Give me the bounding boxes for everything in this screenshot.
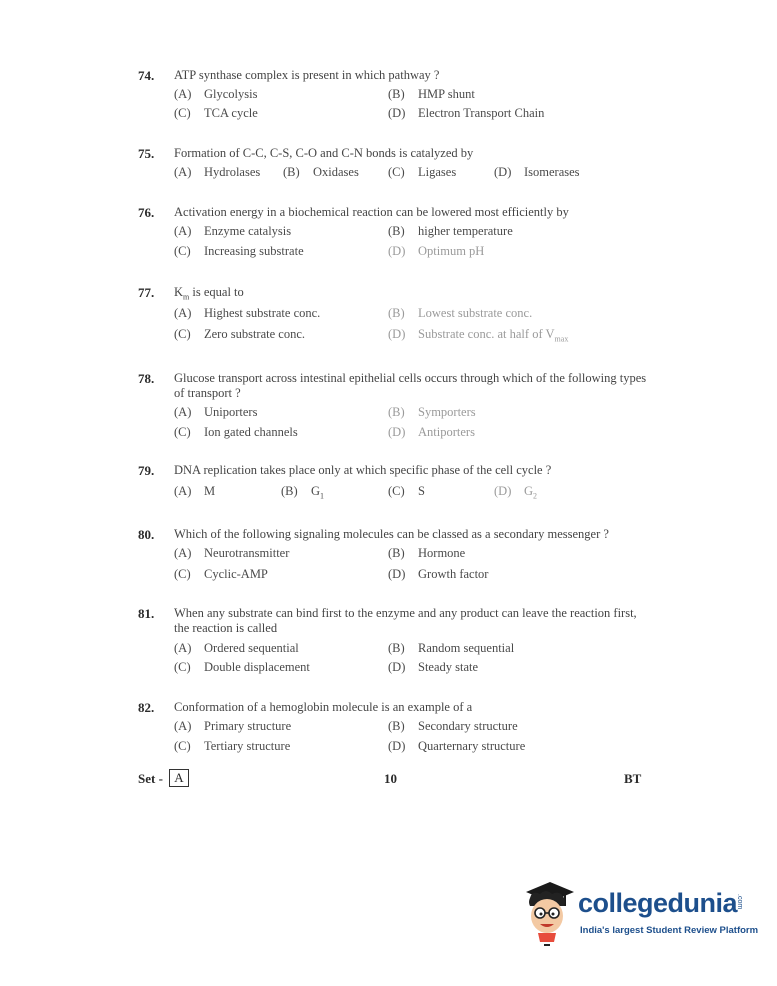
question-text: ATP synthase complex is present in which pathway ?: [174, 68, 440, 82]
option-b: (B) $G_1$: [281, 484, 325, 501]
question-text: Formation of C-C, C-S, C-O and C-N bonds is catalyzed by: [174, 146, 474, 160]
option-b: (B) Secondary structure: [388, 719, 518, 733]
option-a: (A) Ordered sequential: [174, 641, 299, 655]
option-a: (A) Enzyme catalysis: [174, 224, 292, 238]
option-d: (D) $G_2$: [494, 484, 538, 501]
question-text: $K_m$ is equal to: [174, 285, 244, 302]
option-b: (B) HMP shunt: [388, 87, 475, 101]
question-text: Conformation of a hemoglobin molecule is an example of a: [174, 700, 473, 714]
question-number: 77.: [138, 285, 155, 300]
question-number: 76.: [138, 205, 155, 220]
option-a: (A) Uniporters: [174, 405, 258, 419]
question-number: 80.: [138, 527, 155, 542]
option-b: (B) Lowest substrate conc.: [388, 306, 533, 320]
option-c: (C) Increasing substrate: [174, 244, 304, 258]
option-c: (C) Ion gated channels: [174, 425, 298, 439]
subject-code: BT: [624, 771, 642, 786]
question-text: Activation energy in a biochemical reaction can be lowered most efficiently by: [174, 205, 569, 219]
option-c: (C) Cyclic-AMP: [174, 567, 268, 581]
question-number: 78.: [138, 371, 155, 386]
option-b: (B) Symporters: [388, 405, 476, 419]
option-d: (D) Isomerases: [494, 165, 580, 179]
mascot-icon: [520, 880, 576, 950]
option-c: (C) Double displacement: [174, 660, 310, 674]
question-number: 81.: [138, 606, 155, 621]
set-label: Set -: [138, 771, 163, 786]
option-d: (D) Optimum pH: [388, 244, 485, 258]
option-c: (C) Tertiary structure: [174, 739, 291, 753]
question-number: 79.: [138, 463, 155, 478]
option-d: (D) Quarternary structure: [388, 739, 526, 753]
question-number: 82.: [138, 700, 155, 715]
question-text: When any substrate can bind first to the enzyme and any product can leave the reaction first, the reaction is called: [174, 606, 637, 635]
option-a: (A) Neurotransmitter: [174, 546, 290, 560]
option-c: (C) S: [388, 484, 425, 498]
question-number: 74.: [138, 68, 155, 83]
option-d: (D) Electron Transport Chain: [388, 106, 545, 120]
page-number: 10: [384, 771, 397, 786]
option-b: (B) Hormone: [388, 546, 466, 560]
option-a: (A) Hydrolases: [174, 165, 261, 179]
question-text: DNA replication takes place only at which specific phase of the cell cycle ?: [174, 463, 552, 477]
option-d: (D) Antiporters: [388, 425, 475, 439]
option-d: (D) Growth factor: [388, 567, 489, 581]
option-c: (C) TCA cycle: [174, 106, 258, 120]
question-text: Glucose transport across intestinal epithelial cells occurs through which of the following types of transport ?: [174, 371, 647, 400]
option-b: (B) Oxidases: [283, 165, 359, 179]
set-value: A: [169, 769, 189, 787]
brand-tagline: India's largest Student Review Platform: [580, 925, 759, 936]
question-number: 75.: [138, 146, 155, 161]
brand-name: collegedunia: [578, 888, 738, 918]
option-c: (C) Ligases: [388, 165, 457, 179]
option-b: (B) higher temperature: [388, 224, 513, 238]
option-a: (A) Highest substrate conc.: [174, 306, 321, 320]
brand-domain: .com: [736, 894, 743, 910]
option-b: (B) Random sequential: [388, 641, 515, 655]
option-a: (A) Primary structure: [174, 719, 292, 733]
option-d: (D) Steady state: [388, 660, 479, 674]
option-d: (D) Substrate conc. at half of $V_{max}$: [388, 327, 569, 344]
question-text: Which of the following signaling molecules can be classed as a secondary messenger ?: [174, 527, 609, 541]
option-c: (C) Zero substrate conc.: [174, 327, 306, 341]
collegedunia-logo: [520, 880, 759, 950]
option-a: (A) M: [174, 484, 216, 498]
option-a: (A) Glycolysis: [174, 87, 258, 101]
